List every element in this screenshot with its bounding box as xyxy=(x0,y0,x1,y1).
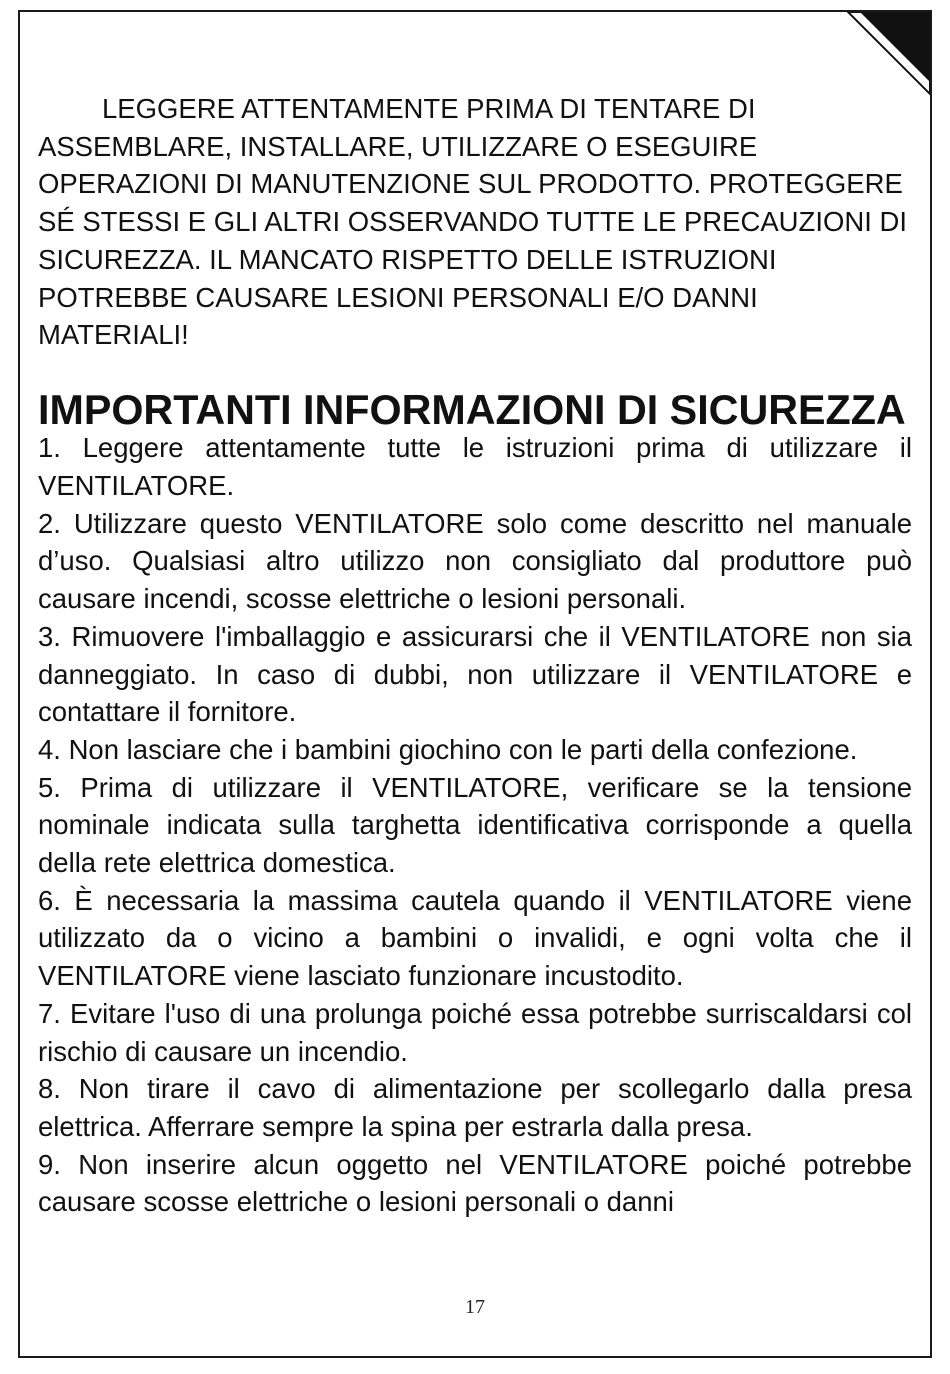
safety-instruction-1: 1. Leggere attentamente tutte le istruzioni prima di utilizzare il VENTILATORE. xyxy=(38,432,912,502)
safety-instruction-3: 3. Rimuovere l'imballaggio e assicurarsi che il VENTILATORE non sia danneggiato. In caso di dubbi, non utilizzare il VENTILATORE e contattare il fornitore. xyxy=(38,620,912,728)
safety-instruction-6: 6. È necessaria la massima cautela quando il VENTILATORE viene utilizzato da o vicino a bambini o invalidi, e ogni volta che il VENTILATORE viene lasciato funzionare incustodito. xyxy=(38,884,912,992)
section-heading: IMPORTANTI INFORMAZIONI DI SICUREZZA xyxy=(38,386,906,433)
safety-instruction-4: 4. Non lasciare che i bambini giochino con le parti della confezione. xyxy=(38,733,858,765)
safety-instructions-list xyxy=(38,429,912,1221)
page-number: 17 xyxy=(465,1296,485,1318)
document-body xyxy=(38,90,912,1221)
safety-instruction-2: 2. Utilizzare questo VENTILATORE solo come descritto nel manuale d’uso. Qualsiasi altro utilizzo non consigliato dal produttore può causare incendi, scosse elettriche o lesioni personali. xyxy=(38,507,912,615)
safety-instruction-5: 5. Prima di utilizzare il VENTILATORE, verificare se la tensione nominale indicata sulla targhetta identificativa corrisponde a quella della rete elettrica domestica. xyxy=(38,771,912,879)
safety-instruction-9: 9. Non inserire alcun oggetto nel VENTILATORE poiché potrebbe causare scosse elettriche o lesioni personali o danni xyxy=(38,1148,912,1218)
safety-instruction-7: 7. Evitare l'uso di una prolunga poiché essa potrebbe surriscaldarsi col rischio di causare un incendio. xyxy=(38,997,912,1067)
paragraph-spacer xyxy=(38,354,912,392)
page-corner-marker xyxy=(846,12,930,96)
safety-instruction-8: 8. Non tirare il cavo di alimentazione per scollegarlo dalla presa elettrica. Afferrare sempre la spina per estrarla dalla presa. xyxy=(38,1073,912,1142)
warning-intro: LEGGERE ATTENTAMENTE PRIMA DI TENTARE DI ASSEMBLARE, INSTALLARE, UTILIZZARE O ESEGUIRE OPERAZIONI DI MANUTENZIONE SUL PRODOTTO. PROTEGGERE SÉ STESSI E GLI ALTRI OSSERVANDO TUTTE LE PRECAUZIONI DI SICUREZZA. IL MANCATO RISPETTO DELLE ISTRUZIONI POTREBBE CAUSARE LESIONI PERSONALI E/O DANNI MATERIALI! xyxy=(38,93,908,351)
